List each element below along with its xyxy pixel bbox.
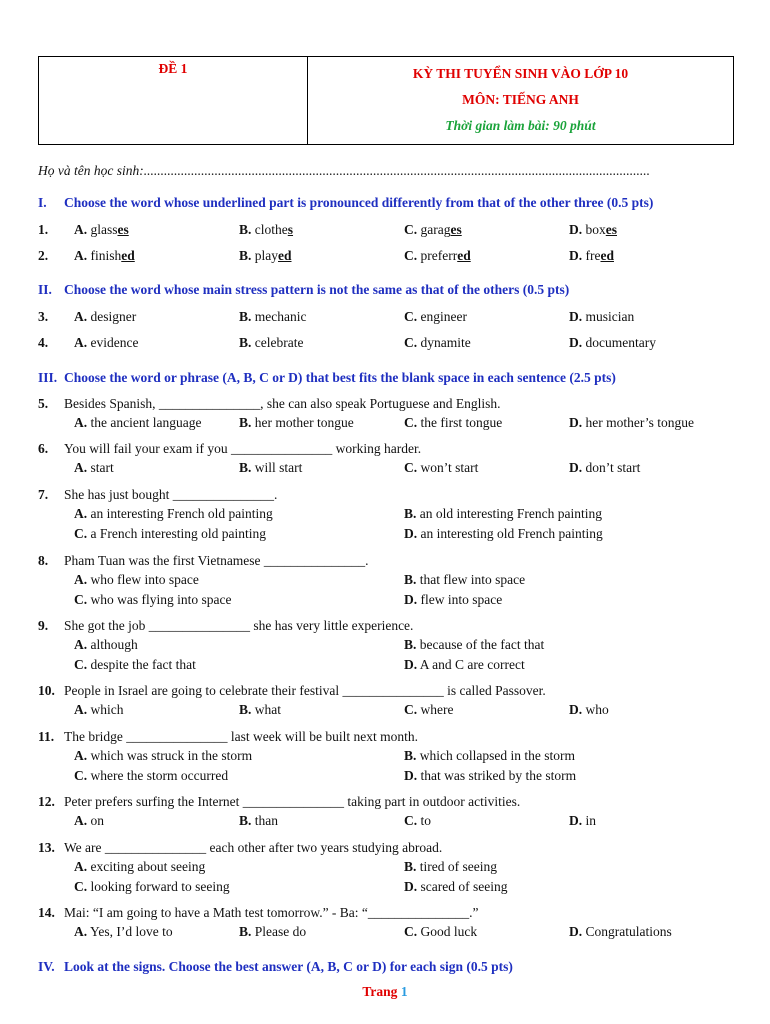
option-c: C. where the storm occurred: [74, 768, 229, 783]
option-d: D. Congratulations: [569, 924, 672, 939]
option-b: B. because of the fact that: [404, 637, 545, 652]
question-stem: Pham Tuan was the first Vietnamese _______________.: [64, 553, 369, 568]
student-name-line: Họ và tên học sinh:......................................................................................................................................................: [38, 163, 650, 178]
option-d: D. scared of seeing: [404, 879, 508, 894]
question-stem: She got the job _______________ she has very little experience.: [64, 618, 414, 633]
option-b: B. Please do: [239, 924, 307, 939]
option-a: A. finished: [74, 248, 135, 263]
option-c: C. preferred: [404, 248, 471, 263]
question-stem: The bridge _______________ last week will be built next month.: [64, 729, 418, 744]
page-number: 1: [400, 984, 408, 999]
option-a: A. an interesting French old painting: [74, 506, 273, 521]
option-d: D. in: [569, 813, 597, 828]
section-4-heading: IV. Look at the signs. Choose the best answer (A, B, C or D) for each sign (0.5 pts): [38, 959, 513, 974]
option-c: C. looking forward to seeing: [74, 879, 230, 894]
option-c: C. who was flying into space: [74, 592, 232, 607]
option-b: B. will start: [239, 460, 303, 475]
option-a: A. which was struck in the storm: [74, 748, 253, 763]
section-2-heading: II. Choose the word whose main stress pattern is not the same as that of the others (0.5 pts): [38, 282, 570, 297]
option-b: B. that flew into space: [404, 572, 526, 587]
option-a: A. glasses: [74, 222, 129, 237]
question-stem: You will fail your exam if you _______________ working harder.: [64, 441, 422, 456]
page-label: Trang: [362, 984, 398, 999]
option-d: D. freed: [569, 248, 614, 263]
question-stem: Besides Spanish, _______________, she can also speak Portuguese and English.: [64, 396, 501, 411]
option-a: A. start: [74, 460, 114, 475]
option-d: D. an interesting old French painting: [404, 526, 603, 541]
option-d: D. who: [569, 702, 609, 717]
option-a: A. the ancient language: [74, 415, 202, 430]
option-a: A. on: [74, 813, 104, 828]
option-a: A. who flew into space: [74, 572, 199, 587]
option-a: A. which: [74, 702, 124, 717]
option-b: B. celebrate: [239, 335, 304, 350]
option-b: B. an old interesting French painting: [404, 506, 602, 521]
option-b: B. mechanic: [239, 309, 307, 324]
option-b: B. played: [239, 248, 292, 263]
exam-code: ĐỀ 1: [158, 61, 188, 76]
option-c: C. won’t start: [404, 460, 479, 475]
option-c: C. a French interesting old painting: [74, 526, 266, 541]
option-b: B. than: [239, 813, 279, 828]
option-d: D. A and C are correct: [404, 657, 525, 672]
option-d: D. don’t start: [569, 460, 641, 475]
option-d: D. musician: [569, 309, 635, 324]
option-c: C. dynamite: [404, 335, 471, 350]
option-c: C. engineer: [404, 309, 467, 324]
exam-subject: MÔN: TIẾNG ANH: [462, 92, 579, 107]
option-b: B. which collapsed in the storm: [404, 748, 575, 763]
option-d: D. documentary: [569, 335, 656, 350]
section-3-heading: III. Choose the word or phrase (A, B, C or D) that best fits the blank space in each sentence (2.5 pts): [38, 370, 616, 385]
exam-code-cell: [39, 57, 308, 144]
exam-header: [38, 56, 734, 145]
option-d: D. boxes: [569, 222, 617, 237]
option-a: A. evidence: [74, 335, 139, 350]
page-footer: [0, 984, 770, 1000]
option-a: A. designer: [74, 309, 137, 324]
option-a: A. exciting about seeing: [74, 859, 206, 874]
exam-time: Thời gian làm bài: 90 phút: [445, 118, 596, 133]
question-stem: We are _______________ each other after two years studying abroad.: [64, 840, 443, 855]
option-a: A. although: [74, 637, 138, 652]
option-d: D. that was striked by the storm: [404, 768, 577, 783]
option-b: B. her mother tongue: [239, 415, 354, 430]
option-c: C. Good luck: [404, 924, 478, 939]
exam-info-cell: [308, 57, 733, 144]
option-c: C. the first tongue: [404, 415, 503, 430]
section-1-heading: I. Choose the word whose underlined part is pronounced differently from that of the other three (0.5 pts): [38, 195, 654, 210]
option-c: C. where: [404, 702, 454, 717]
option-c: C. despite the fact that: [74, 657, 196, 672]
exam-title: KỲ THI TUYỂN SINH VÀO LỚP 10: [412, 66, 629, 81]
question-stem: She has just bought _______________.: [64, 487, 278, 502]
option-a: A. Yes, I’d love to: [74, 924, 173, 939]
option-c: C. to: [404, 813, 432, 828]
question-stem: Mai: “I am going to have a Math test tomorrow.” - Ba: “_______________.”: [64, 905, 479, 920]
option-c: C. garages: [404, 222, 462, 237]
option-b: B. tired of seeing: [404, 859, 497, 874]
question-stem: People in Israel are going to celebrate their festival _______________ is called Passover.: [64, 683, 546, 698]
option-d: D. her mother’s tongue: [569, 415, 694, 430]
option-d: D. flew into space: [404, 592, 503, 607]
option-b: B. clothes: [239, 222, 294, 237]
question-stem: Peter prefers surfing the Internet _______________ taking part in outdoor activities.: [64, 794, 521, 809]
option-b: B. what: [239, 702, 282, 717]
